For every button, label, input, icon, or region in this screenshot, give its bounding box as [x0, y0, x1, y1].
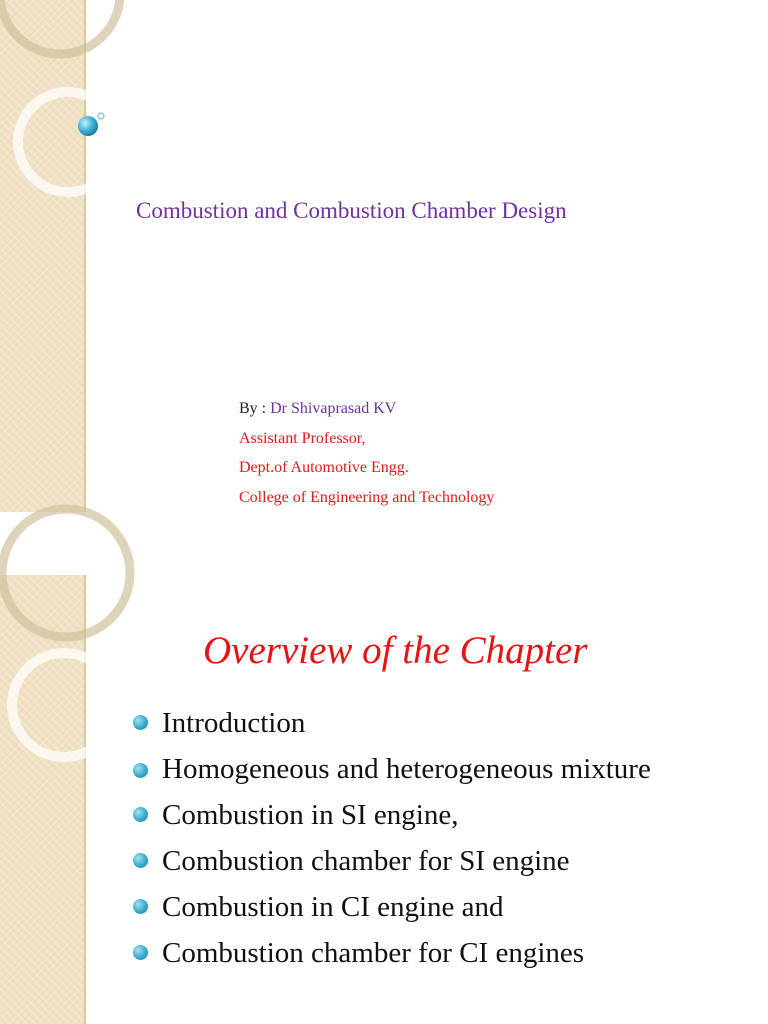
bullet-icon: [133, 763, 148, 778]
slide-gap: [0, 512, 768, 575]
list-item: Combustion chamber for CI engines: [132, 930, 752, 976]
list-item: Homogeneous and heterogeneous mixture: [132, 749, 752, 789]
slide-title: Combustion and Combustion Chamber Design: [136, 198, 567, 223]
overview-slide: [0, 575, 768, 1024]
author-department: Dept.of Automotive Engg.: [239, 459, 409, 476]
bullet-icon: [133, 899, 148, 914]
list-item: Combustion in CI engine and: [132, 884, 752, 930]
list-item: Introduction: [132, 700, 752, 746]
by-label: By :: [239, 400, 267, 417]
bullet-icon: [133, 853, 148, 868]
decorative-rings-icon: [0, 575, 130, 1024]
bullet-icon: [133, 807, 148, 822]
author-name: Dr Shivaprasad KV: [270, 400, 397, 417]
list-item: Combustion in SI engine,: [132, 792, 752, 838]
author-college: College of Engineering and Technology: [239, 488, 495, 506]
author-line: [239, 394, 494, 424]
bullet-icon: [133, 715, 148, 730]
chapter-topics-list: [132, 700, 752, 976]
author-position: Assistant Professor,: [239, 429, 366, 447]
overview-heading: Overview of the Chapter: [203, 629, 588, 672]
bullet-icon: [133, 945, 148, 960]
decorative-rings-icon: [0, 0, 130, 512]
list-item: Combustion chamber for SI engine: [132, 838, 752, 884]
